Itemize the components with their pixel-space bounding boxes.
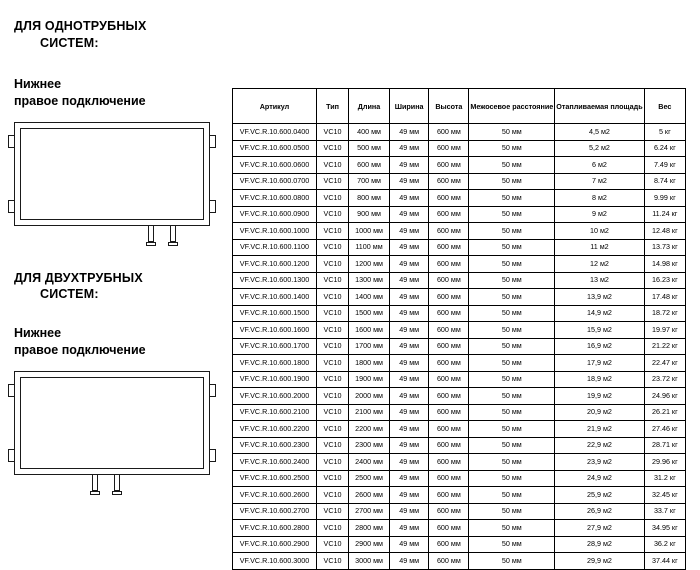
cell-heated-area: 19,9 м2 [555, 388, 644, 405]
table-row [233, 223, 686, 240]
cell-width: 49 мм [389, 256, 428, 273]
cell-type: VC10 [316, 322, 348, 339]
table-row [233, 371, 686, 388]
cell-width: 49 мм [389, 536, 428, 553]
cell-type: VC10 [316, 256, 348, 273]
section-two-tube-subtitle-line1: Нижнее [14, 326, 62, 341]
cell-width: 49 мм [389, 206, 428, 223]
section-one-tube-title [14, 18, 224, 52]
cell-length: 2100 мм [349, 404, 390, 421]
cell-length: 600 мм [349, 157, 390, 174]
cell-heated-area: 10 м2 [555, 223, 644, 240]
cell-article: VF.VC.R.10.600.1200 [233, 256, 317, 273]
table-row [233, 487, 686, 504]
table-row [233, 421, 686, 438]
cell-weight: 5 кг [644, 124, 685, 141]
cell-center-distance: 50 мм [469, 388, 555, 405]
cell-article: VF.VC.R.10.600.1800 [233, 355, 317, 372]
column-header-weight: Вес [644, 89, 685, 124]
cell-weight: 11.24 кг [644, 206, 685, 223]
cell-height: 600 мм [429, 322, 469, 339]
cell-article: VF.VC.R.10.600.1100 [233, 239, 317, 256]
radiator-bracket-top-left [8, 135, 15, 148]
cell-width: 49 мм [389, 223, 428, 240]
cell-height: 600 мм [429, 454, 469, 471]
cell-type: VC10 [316, 470, 348, 487]
section-one-tube-subtitle-line2: правое подключение [14, 93, 146, 108]
pipe-cap-left [90, 491, 100, 495]
cell-height: 600 мм [429, 190, 469, 207]
table-row [233, 272, 686, 289]
cell-weight: 16.23 кг [644, 272, 685, 289]
cell-weight: 24.96 кг [644, 388, 685, 405]
cell-article: VF.VC.R.10.600.1000 [233, 223, 317, 240]
cell-center-distance: 50 мм [469, 289, 555, 306]
cell-width: 49 мм [389, 190, 428, 207]
cell-type: VC10 [316, 289, 348, 306]
cell-weight: 32.45 кг [644, 487, 685, 504]
cell-length: 1400 мм [349, 289, 390, 306]
table-row [233, 190, 686, 207]
cell-heated-area: 8 м2 [555, 190, 644, 207]
cell-length: 1100 мм [349, 239, 390, 256]
cell-width: 49 мм [389, 305, 428, 322]
cell-length: 1700 мм [349, 338, 390, 355]
table-row [233, 140, 686, 157]
table-row [233, 470, 686, 487]
section-one-tube-subtitle [14, 76, 224, 110]
cell-center-distance: 50 мм [469, 454, 555, 471]
cell-heated-area: 5,2 м2 [555, 140, 644, 157]
table-row [233, 388, 686, 405]
column-header-width: Ширина [389, 89, 428, 124]
cell-height: 600 мм [429, 388, 469, 405]
table-row [233, 173, 686, 190]
radiator-bracket-top-right [209, 384, 216, 397]
cell-heated-area: 18,9 м2 [555, 371, 644, 388]
cell-width: 49 мм [389, 388, 428, 405]
table-row [233, 157, 686, 174]
cell-width: 49 мм [389, 553, 428, 570]
cell-article: VF.VC.R.10.600.1400 [233, 289, 317, 306]
pipe-left [92, 475, 98, 491]
cell-weight: 21.22 кг [644, 338, 685, 355]
cell-width: 49 мм [389, 421, 428, 438]
cell-weight: 29.96 кг [644, 454, 685, 471]
cell-height: 600 мм [429, 239, 469, 256]
cell-center-distance: 50 мм [469, 355, 555, 372]
cell-length: 2800 мм [349, 520, 390, 537]
cell-height: 600 мм [429, 338, 469, 355]
table-row [233, 289, 686, 306]
cell-article: VF.VC.R.10.600.2400 [233, 454, 317, 471]
table-row [233, 124, 686, 141]
cell-weight: 22.47 кг [644, 355, 685, 372]
cell-heated-area: 29,9 м2 [555, 553, 644, 570]
cell-length: 1600 мм [349, 322, 390, 339]
cell-height: 600 мм [429, 553, 469, 570]
cell-article: VF.VC.R.10.600.0600 [233, 157, 317, 174]
cell-length: 2700 мм [349, 503, 390, 520]
cell-heated-area: 28,9 м2 [555, 536, 644, 553]
cell-heated-area: 11 м2 [555, 239, 644, 256]
cell-heated-area: 13,9 м2 [555, 289, 644, 306]
cell-weight: 8.74 кг [644, 173, 685, 190]
cell-heated-area: 4,5 м2 [555, 124, 644, 141]
cell-type: VC10 [316, 404, 348, 421]
cell-type: VC10 [316, 223, 348, 240]
cell-heated-area: 14,9 м2 [555, 305, 644, 322]
cell-article: VF.VC.R.10.600.1300 [233, 272, 317, 289]
cell-length: 1900 мм [349, 371, 390, 388]
cell-center-distance: 50 мм [469, 404, 555, 421]
cell-length: 3000 мм [349, 553, 390, 570]
cell-type: VC10 [316, 454, 348, 471]
table-row [233, 239, 686, 256]
column-header-center-distance: Межосевое расстояние [469, 89, 555, 124]
table-row [233, 437, 686, 454]
cell-height: 600 мм [429, 289, 469, 306]
cell-center-distance: 50 мм [469, 371, 555, 388]
cell-heated-area: 9 м2 [555, 206, 644, 223]
cell-width: 49 мм [389, 173, 428, 190]
radiator-bracket-bottom-right [209, 200, 216, 213]
cell-height: 600 мм [429, 404, 469, 421]
cell-article: VF.VC.R.10.600.0800 [233, 190, 317, 207]
cell-article: VF.VC.R.10.600.2500 [233, 470, 317, 487]
table-row [233, 355, 686, 372]
cell-heated-area: 20,9 м2 [555, 404, 644, 421]
table-row [233, 404, 686, 421]
cell-heated-area: 22,9 м2 [555, 437, 644, 454]
cell-type: VC10 [316, 124, 348, 141]
cell-width: 49 мм [389, 140, 428, 157]
cell-height: 600 мм [429, 437, 469, 454]
cell-height: 600 мм [429, 124, 469, 141]
cell-weight: 6.24 кг [644, 140, 685, 157]
radiator-bracket-bottom-left [8, 449, 15, 462]
table-body [233, 124, 686, 570]
cell-center-distance: 50 мм [469, 256, 555, 273]
column-header-height: Высота [429, 89, 469, 124]
section-two-tube [14, 270, 224, 476]
column-header-heated-area: Отапливаемая площадь [555, 89, 644, 124]
cell-height: 600 мм [429, 536, 469, 553]
cell-center-distance: 50 мм [469, 487, 555, 504]
cell-center-distance: 50 мм [469, 124, 555, 141]
cell-article: VF.VC.R.10.600.2200 [233, 421, 317, 438]
pipe-cap-right [168, 242, 178, 246]
cell-center-distance: 50 мм [469, 140, 555, 157]
section-two-tube-title [14, 270, 224, 304]
cell-width: 49 мм [389, 322, 428, 339]
cell-article: VF.VC.R.10.600.0900 [233, 206, 317, 223]
section-one-tube-subtitle-line1: Нижнее [14, 76, 62, 91]
cell-heated-area: 7 м2 [555, 173, 644, 190]
radiator-panel-outline [20, 128, 204, 220]
cell-height: 600 мм [429, 487, 469, 504]
cell-length: 1800 мм [349, 355, 390, 372]
cell-article: VF.VC.R.10.600.2600 [233, 487, 317, 504]
cell-width: 49 мм [389, 404, 428, 421]
cell-article: VF.VC.R.10.600.0400 [233, 124, 317, 141]
cell-center-distance: 50 мм [469, 437, 555, 454]
section-two-tube-subtitle-line2: правое подключение [14, 343, 146, 358]
section-one-tube-title-line1: ДЛЯ ОДНОТРУБНЫХ [14, 19, 147, 33]
cell-weight: 19.97 кг [644, 322, 685, 339]
column-header-article: Артикул [233, 89, 317, 124]
cell-weight: 9.99 кг [644, 190, 685, 207]
cell-length: 1000 мм [349, 223, 390, 240]
cell-heated-area: 12 м2 [555, 256, 644, 273]
cell-article: VF.VC.R.10.600.2900 [233, 536, 317, 553]
table-row [233, 454, 686, 471]
cell-length: 1300 мм [349, 272, 390, 289]
cell-height: 600 мм [429, 157, 469, 174]
cell-type: VC10 [316, 239, 348, 256]
cell-weight: 36.2 кг [644, 536, 685, 553]
cell-length: 400 мм [349, 124, 390, 141]
cell-width: 49 мм [389, 454, 428, 471]
cell-article: VF.VC.R.10.600.0500 [233, 140, 317, 157]
pipe-cap-left [146, 242, 156, 246]
cell-width: 49 мм [389, 157, 428, 174]
cell-weight: 28.71 кг [644, 437, 685, 454]
cell-type: VC10 [316, 305, 348, 322]
cell-article: VF.VC.R.10.600.1600 [233, 322, 317, 339]
cell-heated-area: 24,9 м2 [555, 470, 644, 487]
cell-article: VF.VC.R.10.600.2700 [233, 503, 317, 520]
pipe-right [170, 226, 176, 242]
table-row [233, 256, 686, 273]
cell-article: VF.VC.R.10.600.0700 [233, 173, 317, 190]
radiator-bracket-top-right [209, 135, 216, 148]
cell-length: 1200 мм [349, 256, 390, 273]
cell-center-distance: 50 мм [469, 322, 555, 339]
cell-type: VC10 [316, 206, 348, 223]
cell-weight: 7.49 кг [644, 157, 685, 174]
specification-table [232, 88, 686, 570]
cell-width: 49 мм [389, 371, 428, 388]
table-row [233, 520, 686, 537]
cell-type: VC10 [316, 421, 348, 438]
cell-center-distance: 50 мм [469, 536, 555, 553]
cell-article: VF.VC.R.10.600.2100 [233, 404, 317, 421]
cell-length: 500 мм [349, 140, 390, 157]
cell-article: VF.VC.R.10.600.3000 [233, 553, 317, 570]
cell-weight: 18.72 кг [644, 305, 685, 322]
radiator-connection-pipes-center [92, 475, 132, 491]
radiator-bracket-bottom-right [209, 449, 216, 462]
cell-type: VC10 [316, 272, 348, 289]
cell-article: VF.VC.R.10.600.2000 [233, 388, 317, 405]
radiator-bracket-top-left [8, 384, 15, 397]
cell-weight: 12.48 кг [644, 223, 685, 240]
cell-length: 2600 мм [349, 487, 390, 504]
cell-width: 49 мм [389, 338, 428, 355]
cell-height: 600 мм [429, 520, 469, 537]
cell-type: VC10 [316, 140, 348, 157]
cell-height: 600 мм [429, 503, 469, 520]
pipe-cap-right [112, 491, 122, 495]
cell-center-distance: 50 мм [469, 305, 555, 322]
column-header-length: Длина [349, 89, 390, 124]
cell-weight: 31.2 кг [644, 470, 685, 487]
cell-width: 49 мм [389, 470, 428, 487]
cell-weight: 14.98 кг [644, 256, 685, 273]
cell-length: 2300 мм [349, 437, 390, 454]
cell-width: 49 мм [389, 355, 428, 372]
cell-center-distance: 50 мм [469, 338, 555, 355]
cell-center-distance: 50 мм [469, 520, 555, 537]
table-row [233, 305, 686, 322]
cell-height: 600 мм [429, 140, 469, 157]
cell-heated-area: 26,9 м2 [555, 503, 644, 520]
cell-height: 600 мм [429, 305, 469, 322]
cell-height: 600 мм [429, 371, 469, 388]
cell-center-distance: 50 мм [469, 421, 555, 438]
cell-type: VC10 [316, 520, 348, 537]
radiator-body [14, 122, 210, 226]
table-row [233, 322, 686, 339]
section-two-tube-title-line2: СИСТЕМ: [40, 287, 99, 302]
cell-heated-area: 27,9 м2 [555, 520, 644, 537]
cell-article: VF.VC.R.10.600.2800 [233, 520, 317, 537]
cell-type: VC10 [316, 371, 348, 388]
cell-type: VC10 [316, 388, 348, 405]
cell-heated-area: 6 м2 [555, 157, 644, 174]
cell-weight: 37.44 кг [644, 553, 685, 570]
cell-heated-area: 13 м2 [555, 272, 644, 289]
cell-type: VC10 [316, 503, 348, 520]
table-row [233, 206, 686, 223]
radiator-bracket-bottom-left [8, 200, 15, 213]
cell-article: VF.VC.R.10.600.1900 [233, 371, 317, 388]
cell-center-distance: 50 мм [469, 223, 555, 240]
cell-heated-area: 15,9 м2 [555, 322, 644, 339]
section-one-tube [14, 18, 224, 226]
table-row [233, 553, 686, 570]
cell-center-distance: 50 мм [469, 206, 555, 223]
cell-center-distance: 50 мм [469, 553, 555, 570]
cell-length: 800 мм [349, 190, 390, 207]
cell-length: 2900 мм [349, 536, 390, 553]
table-row [233, 503, 686, 520]
cell-type: VC10 [316, 190, 348, 207]
cell-height: 600 мм [429, 173, 469, 190]
cell-type: VC10 [316, 173, 348, 190]
cell-center-distance: 50 мм [469, 173, 555, 190]
cell-heated-area: 25,9 м2 [555, 487, 644, 504]
cell-height: 600 мм [429, 421, 469, 438]
cell-center-distance: 50 мм [469, 157, 555, 174]
cell-length: 1500 мм [349, 305, 390, 322]
column-header-type: Тип [316, 89, 348, 124]
cell-type: VC10 [316, 536, 348, 553]
cell-center-distance: 50 мм [469, 503, 555, 520]
cell-width: 49 мм [389, 289, 428, 306]
cell-weight: 26.21 кг [644, 404, 685, 421]
cell-weight: 13.73 кг [644, 239, 685, 256]
left-column [14, 18, 224, 475]
cell-height: 600 мм [429, 206, 469, 223]
cell-weight: 17.48 кг [644, 289, 685, 306]
cell-heated-area: 17,9 м2 [555, 355, 644, 372]
section-two-tube-subtitle [14, 325, 224, 359]
cell-height: 600 мм [429, 272, 469, 289]
cell-width: 49 мм [389, 437, 428, 454]
cell-width: 49 мм [389, 124, 428, 141]
cell-type: VC10 [316, 487, 348, 504]
cell-center-distance: 50 мм [469, 470, 555, 487]
cell-type: VC10 [316, 437, 348, 454]
cell-height: 600 мм [429, 470, 469, 487]
cell-width: 49 мм [389, 520, 428, 537]
cell-length: 2500 мм [349, 470, 390, 487]
cell-length: 700 мм [349, 173, 390, 190]
cell-type: VC10 [316, 157, 348, 174]
cell-heated-area: 16,9 м2 [555, 338, 644, 355]
table-row [233, 338, 686, 355]
pipe-left [148, 226, 154, 242]
cell-width: 49 мм [389, 239, 428, 256]
cell-center-distance: 50 мм [469, 190, 555, 207]
radiator-body [14, 371, 210, 475]
specification-table-wrapper [232, 88, 686, 570]
section-two-tube-title-line1: ДЛЯ ДВУХТРУБНЫХ [14, 270, 143, 285]
radiator-connection-pipes-right [148, 226, 188, 242]
cell-center-distance: 50 мм [469, 239, 555, 256]
cell-length: 900 мм [349, 206, 390, 223]
radiator-diagram-two-tube [14, 371, 210, 475]
cell-type: VC10 [316, 553, 348, 570]
cell-weight: 27.46 кг [644, 421, 685, 438]
cell-width: 49 мм [389, 487, 428, 504]
pipe-right [114, 475, 120, 491]
cell-article: VF.VC.R.10.600.1500 [233, 305, 317, 322]
cell-article: VF.VC.R.10.600.1700 [233, 338, 317, 355]
cell-length: 2000 мм [349, 388, 390, 405]
cell-weight: 33.7 кг [644, 503, 685, 520]
cell-weight: 23.72 кг [644, 371, 685, 388]
section-one-tube-title-line2: СИСТЕМ: [40, 35, 99, 50]
cell-height: 600 мм [429, 256, 469, 273]
cell-center-distance: 50 мм [469, 272, 555, 289]
radiator-panel-outline [20, 377, 204, 469]
table-header-row [233, 89, 686, 124]
table-row [233, 536, 686, 553]
cell-weight: 34.95 кг [644, 520, 685, 537]
cell-type: VC10 [316, 338, 348, 355]
cell-height: 600 мм [429, 355, 469, 372]
cell-width: 49 мм [389, 503, 428, 520]
cell-heated-area: 23,9 м2 [555, 454, 644, 471]
radiator-diagram-one-tube [14, 122, 210, 226]
cell-type: VC10 [316, 355, 348, 372]
cell-heated-area: 21,9 м2 [555, 421, 644, 438]
cell-length: 2400 мм [349, 454, 390, 471]
cell-width: 49 мм [389, 272, 428, 289]
cell-length: 2200 мм [349, 421, 390, 438]
cell-article: VF.VC.R.10.600.2300 [233, 437, 317, 454]
cell-height: 600 мм [429, 223, 469, 240]
